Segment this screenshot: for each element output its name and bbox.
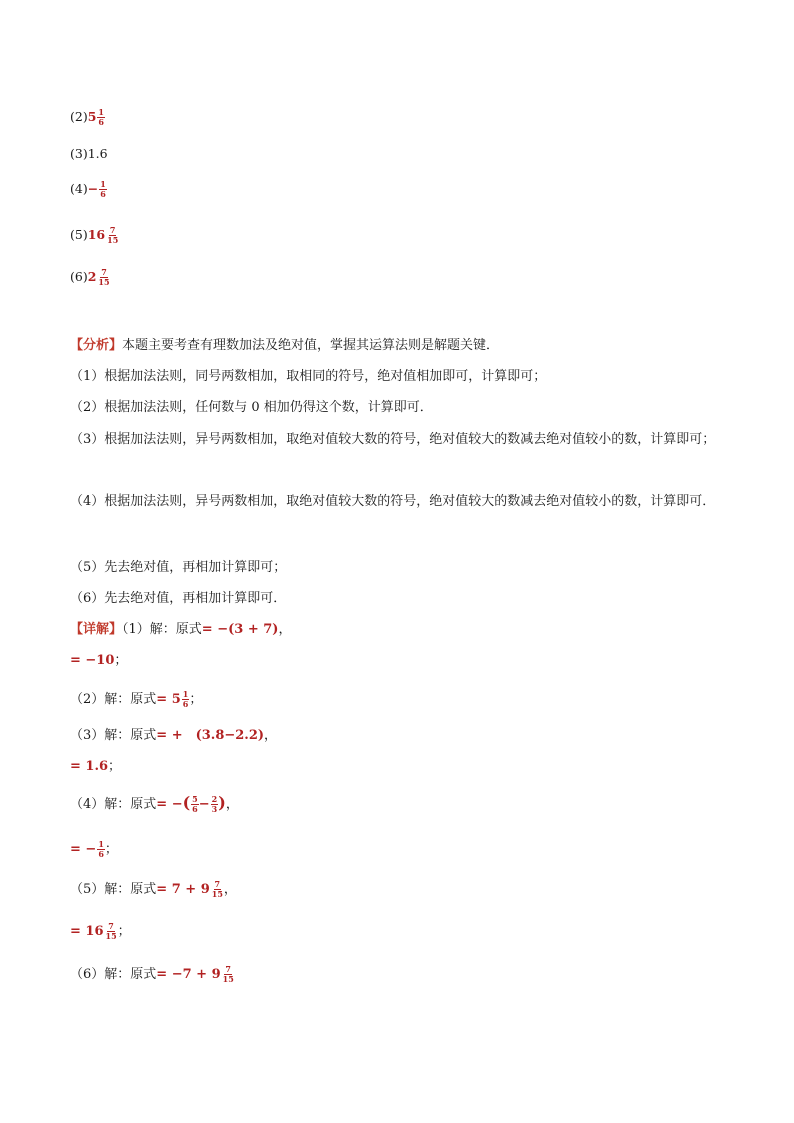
detail-step-1: 【详解】（1）解：原式= −(3 + 7)， xyxy=(70,622,292,637)
answer-6: (6)2 $\frac{7}{15}$ xyxy=(70,267,110,287)
detail-step-6: （6）解：原式= −7 + 9 $\frac{7}{15}$ xyxy=(70,964,234,984)
detail-step-1-result: = −10； xyxy=(70,653,128,668)
detail-step-2: （2）解：原式= 5 $\frac{1}{6}$ ； xyxy=(70,689,203,709)
answer-3 xyxy=(70,145,108,163)
detail-tag: 【详解】 xyxy=(70,622,123,637)
analysis-item-1: （1）根据加法法则，同号两数相加，取相同的符号，绝对值相加即可，计算即可； xyxy=(70,369,547,384)
fraction: $\frac{1}{6}$ xyxy=(98,839,104,859)
detail-step-5-result: = 16 $\frac{7}{15}$ ； xyxy=(70,921,131,941)
analysis-item-3: （3）根据加法法则，异号两数相加，取绝对值较大数的符号，绝对值较大的数减去绝对值较小的数，计算即可； xyxy=(70,432,716,447)
analysis-item-6: （6）先去绝对值，再相加计算即可． xyxy=(70,591,287,606)
detail-step-5: （5）解：原式= 7 + 9 $\frac{7}{15}$ ， xyxy=(70,879,237,899)
answer-label: (5) xyxy=(70,227,88,242)
fraction: $\frac{5}{6}$ xyxy=(192,794,198,814)
fraction: $\frac{7}{15}$ xyxy=(211,879,223,899)
fraction: $\frac{1}{6}$ xyxy=(98,107,104,127)
detail-step-4: （4）解：原式= −( $\frac{5}{6}$ − $\frac{2}{3}$ )， xyxy=(70,793,239,814)
fraction: $\frac{2}{3}$ xyxy=(211,794,218,814)
fraction: $\frac{7}{15}$ xyxy=(107,225,119,245)
analysis-tag: 【分析】 xyxy=(70,338,123,353)
answer-5: (5)16 $\frac{7}{15}$ xyxy=(70,225,119,245)
detail-step-3: （3）解：原式= + (3.8−2.2)， xyxy=(70,728,278,743)
detail-step-3-result: = 1.6； xyxy=(70,759,122,774)
answer-label: (4) xyxy=(70,181,88,196)
fraction: $\frac{1}{6}$ xyxy=(100,179,106,199)
detail-step-4-result: = − $\frac{1}{6}$ ； xyxy=(70,839,118,859)
answer-2: (2)5 $\frac{1}{6}$ xyxy=(70,107,104,127)
fraction: $\frac{7}{15}$ xyxy=(222,964,234,984)
analysis-item-2: （2）根据加法法则，任何数与 0 相加仍得这个数，计算即可． xyxy=(70,400,433,415)
fraction: $\frac{7}{15}$ xyxy=(105,921,117,941)
analysis-item-4: （4）根据加法法则，异号两数相加，取绝对值较大数的符号，绝对值较大的数减去绝对值较小的数，计算即可． xyxy=(70,494,716,509)
answer-label: (2) xyxy=(70,109,88,124)
answer-label: (3) xyxy=(70,146,88,161)
analysis-intro: 【分析】本题主要考查有理数加法及绝对值，掌握其运算法则是解题关键． xyxy=(70,338,500,353)
analysis-item-5: （5）先去绝对值，再相加计算即可； xyxy=(70,560,287,575)
answer-value: 1.6 xyxy=(87,146,108,161)
answer-label: (6) xyxy=(70,269,88,284)
fraction: $\frac{1}{6}$ xyxy=(182,689,189,709)
answer-4: (4)− $\frac{1}{6}$ xyxy=(70,179,106,199)
fraction: $\frac{7}{15}$ xyxy=(98,267,110,287)
